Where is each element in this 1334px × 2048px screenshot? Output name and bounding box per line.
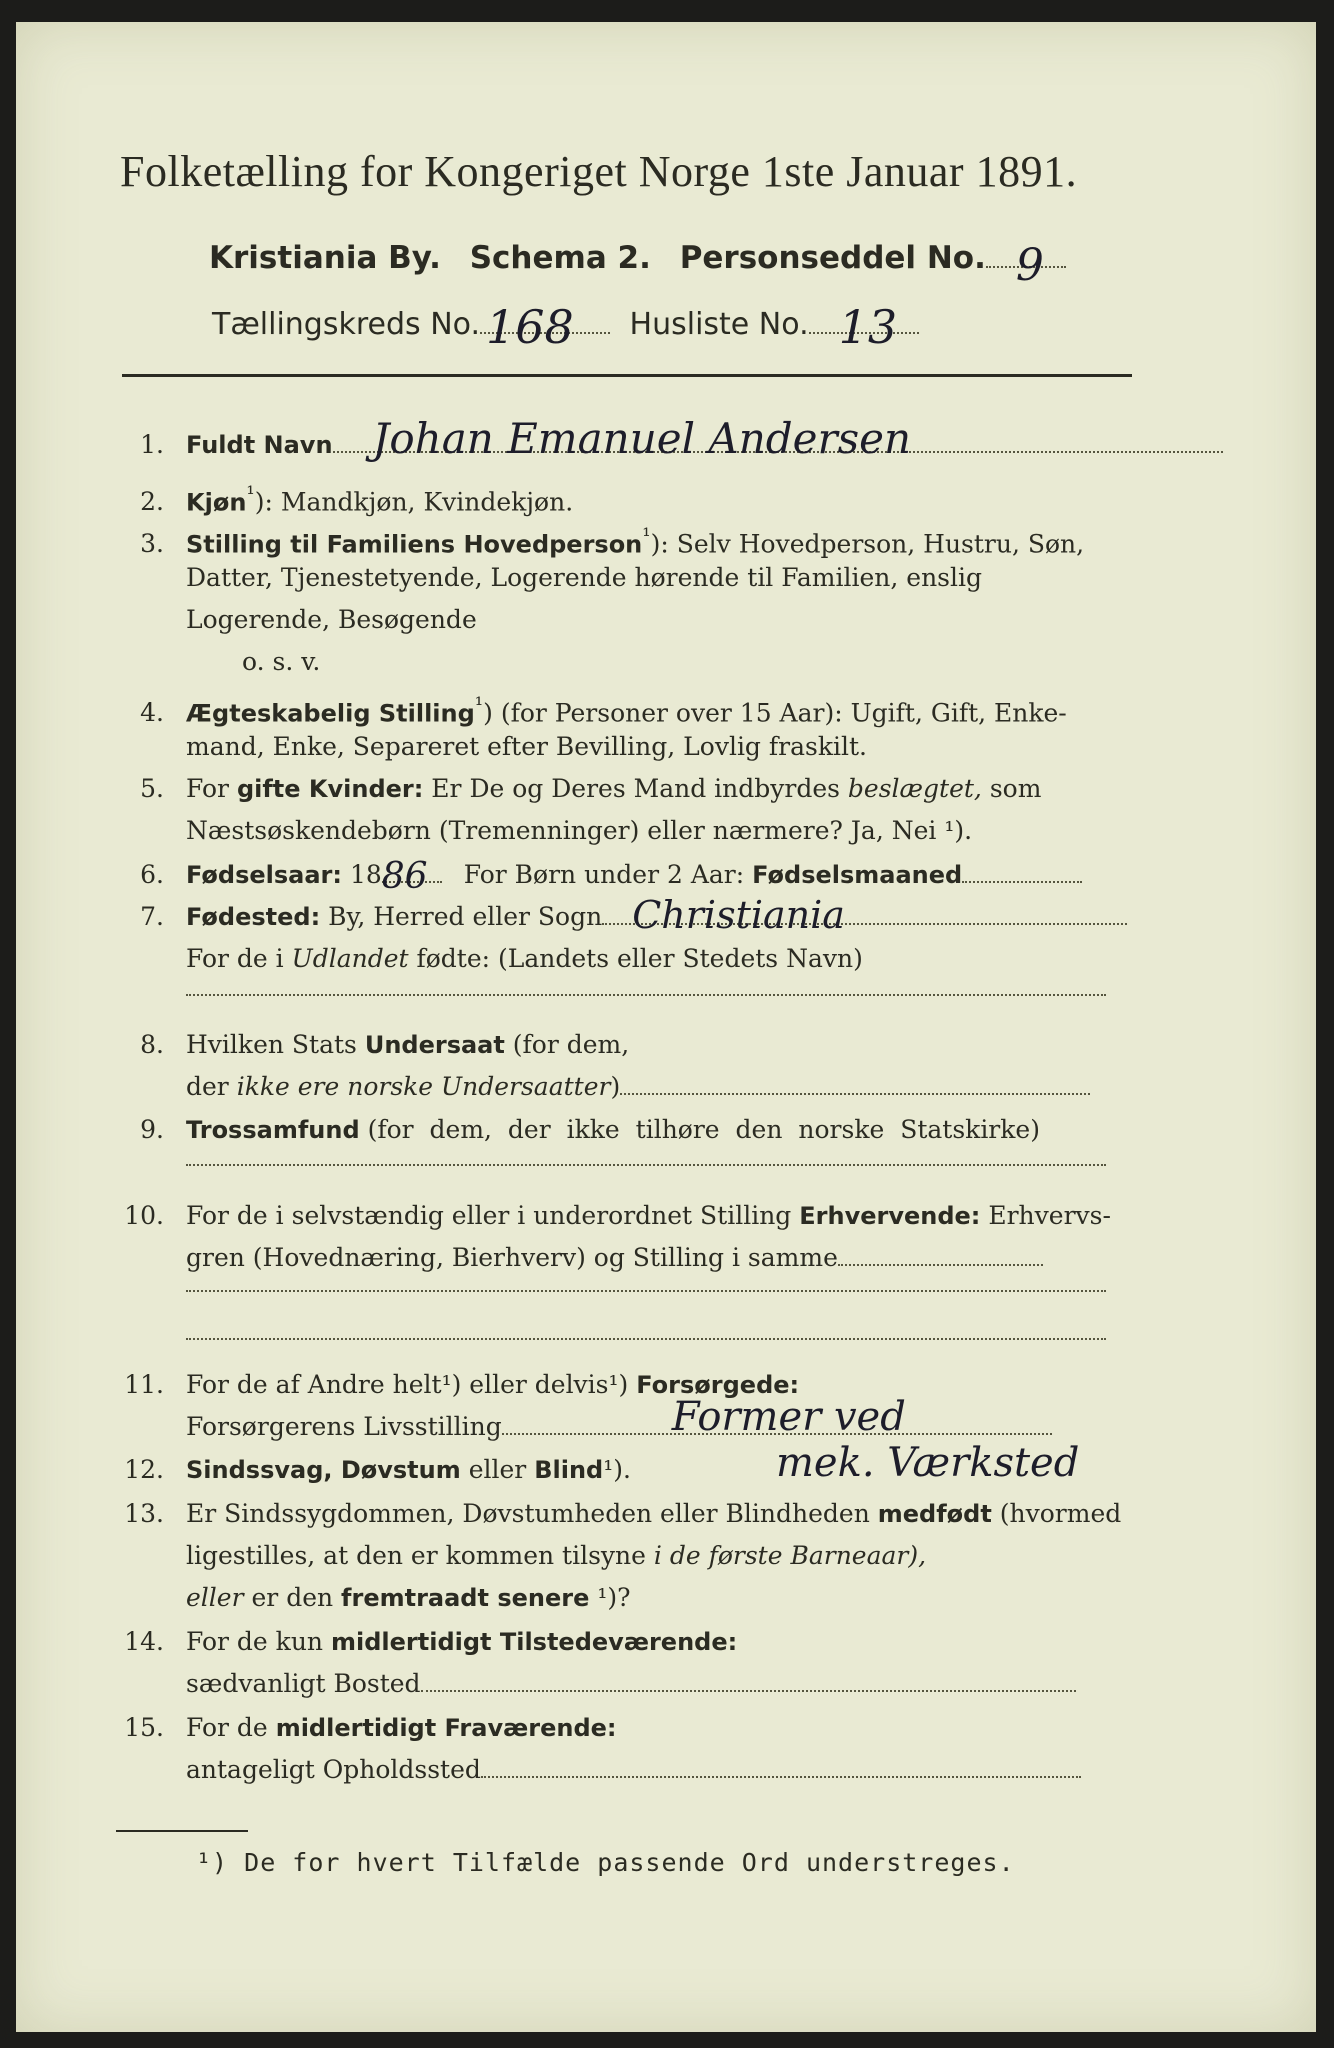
kreds-label: Tællingskreds No.: [212, 307, 480, 342]
form-title: Folketælling for Kongeriget Norge 1ste Januar 1891.: [120, 147, 1078, 196]
personseddel-label: Personseddel No.: [679, 240, 986, 276]
question-3: 3. Stilling til Familiens Hovedperson$^{^1}$): Selv Hovedperson, Hustru, Søn,: [140, 524, 1085, 559]
footnote-rule: [116, 1830, 248, 1832]
kreds-number: 168: [486, 300, 574, 354]
q3-line-3: Logerende, Besøgende: [186, 605, 477, 634]
question-12: 12. Sindssvag, Døvstum eller Blind¹).: [124, 1455, 631, 1484]
q4-line-2: mand, Enke, Separeret efter Bevilling, Lovlig fraskilt.: [186, 732, 867, 761]
q13-line-2: ligestilles, at den er kommen tilsyne i de første Barneaar),: [186, 1541, 927, 1570]
q10-blank-line-2: [186, 1338, 1106, 1340]
q10-line-2: gren (Hovednæring, Bierhverv) og Stilling i samme: [186, 1240, 1043, 1276]
question-7: 7. Fødested: By, Herred eller Sogn Christiania: [120, 899, 1127, 935]
q13-line-3: eller er den fremtraadt senere ¹)?: [186, 1583, 631, 1612]
q8-line-2: der ikke ere norske Undersaatter): [186, 1069, 1090, 1105]
husliste-label: Husliste No.: [629, 307, 809, 342]
question-14: 14. For de kun midlertidigt Tilstedeværende:: [124, 1627, 738, 1656]
q6-answer-birth-year: 86: [381, 856, 428, 897]
q11-answer-provider-occupation: Former ved: [671, 1394, 906, 1440]
q3-line-4: o. s. v.: [242, 647, 321, 676]
personseddel-number: 9: [1015, 240, 1044, 291]
question-10: 10. For de i selvstændig eller i underordnet Stilling Erhvervende: Erhvervs-: [124, 1201, 1111, 1230]
q11-answer-line-2: mek. Værksted: [776, 1440, 1080, 1486]
question-9: 9. Trossamfund (for dem, der ikke tilhøre den norske Statskirke): [140, 1115, 1040, 1144]
q11-line-2: Forsørgerens Livsstilling Former ved: [186, 1409, 1052, 1445]
q9-blank-line: [186, 1164, 1106, 1166]
header-line-2: [212, 300, 919, 354]
husliste-number: 13: [838, 300, 898, 354]
q1-label: Fuldt Navn: [186, 431, 333, 459]
question-1: 1. Fuldt Navn Johan Emanuel Andersen: [120, 427, 1223, 463]
q5-line-2: Næstsøskendebørn (Tremenninger) eller nærmere? Ja, Nei ¹).: [186, 816, 973, 845]
city: Kristiania By.: [209, 240, 441, 276]
question-13: 13. Er Sindssygdommen, Døvstumheden eller Blindheden medfødt (hvormed: [124, 1499, 1122, 1528]
header-rule: [122, 374, 1132, 377]
question-11: 11. For de af Andre helt¹) eller delvis¹) Forsørgede:: [124, 1370, 800, 1399]
header-line-1: [209, 240, 1066, 291]
question-5: 5. For gifte Kvinder: Er De og Deres Mand indbyrdes beslægtet, som: [140, 774, 1042, 803]
census-form: [16, 22, 1316, 2032]
q7-blank-line: [186, 994, 1106, 996]
q10-blank-line-1: [186, 1290, 1106, 1292]
q7-line-2: For de i Udlandet fødte: (Landets eller Stedets Navn): [186, 944, 863, 973]
question-4: 4. Ægteskabelig Stilling$^{^1}$) (for Personer over 15 Aar): Ugift, Gift, Enke-: [140, 693, 1067, 728]
q1-answer-full-name: Johan Emanuel Andersen: [372, 414, 912, 463]
q3-line-2: Datter, Tjenestetyende, Logerende hørende til Familien, enslig: [186, 563, 983, 592]
question-8: 8. Hvilken Stats Undersaat (for dem,: [140, 1030, 630, 1059]
question-6: 6. Fødselsaar: 18 86 For Børn under 2 Aar: Fødselsmaaned: [120, 857, 1082, 893]
q15-line-2: antageligt Opholdssted: [186, 1752, 1081, 1788]
q14-line-2: sædvanligt Bosted: [186, 1666, 1076, 1702]
question-2: 2. Kjøn$^{^1}$): Mandkjøn, Kvindekjøn.: [140, 482, 574, 517]
question-15: 15. For de midlertidigt Fraværende:: [124, 1713, 617, 1742]
schema: Schema 2.: [469, 240, 651, 276]
footnote: ¹) De for hvert Tilfælde passende Ord understreges.: [196, 1848, 1015, 1877]
q7-answer-birthplace: Christiania: [632, 893, 845, 937]
